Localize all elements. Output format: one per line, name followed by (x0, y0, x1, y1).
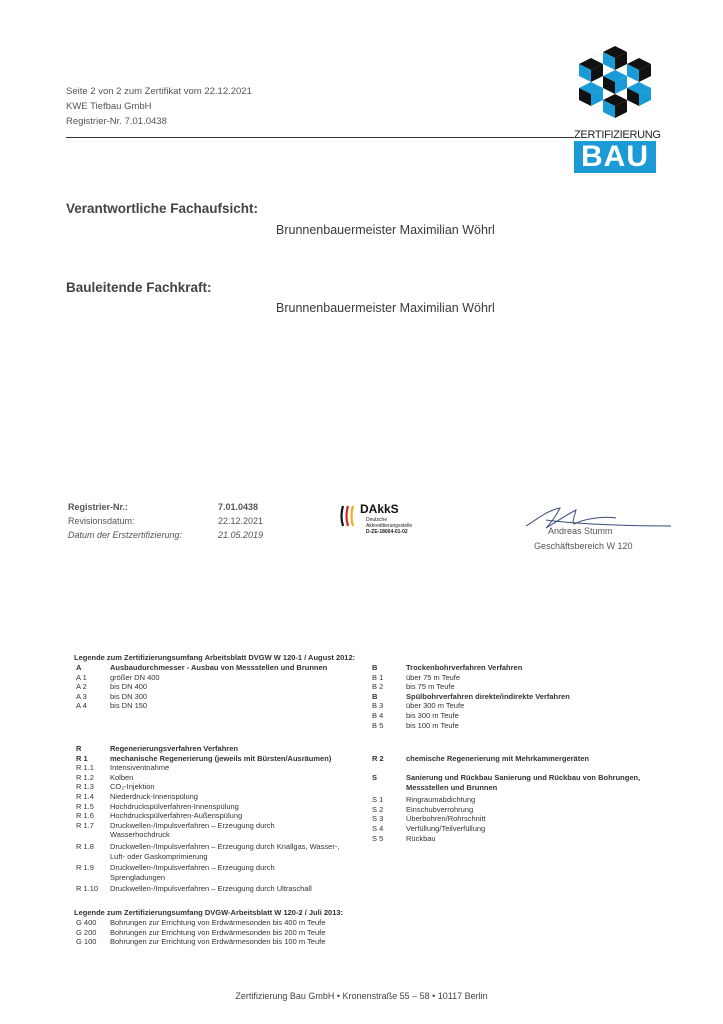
list-item: B 3 über 300 m Teufe (372, 701, 465, 711)
list-item: A 3 bis DN 300 (76, 691, 148, 701)
list-item: S 2 Einschubverrohrung (372, 804, 474, 814)
list-item: G 100 Bohrungen zur Errichtung von Erdwärmesonden bis 100 m Teufe (76, 937, 326, 947)
list-item: S 1 Ringraumabdichtung (372, 795, 476, 805)
list-item: R 2 chemische Regenerierung mit Mehrkammergeräten (372, 754, 589, 763)
legend1-title: Legende zum Zertifizierungsumfang Arbeitsblatt DVGW W 120-1 / August 2012: (74, 653, 356, 662)
list-item: R 1.8 Druckwellen-/Impulsverfahren – Erzeugung durch Knallgas, Wasser-, Luft- oder Gaskomprimierung (76, 841, 340, 861)
list-item: G 400 Bohrungen zur Errichtung von Erdwärmesonden bis 400 m Teufe (76, 918, 326, 927)
list-item: G 200 Bohrungen zur Errichtung von Erdwärmesonden bis 200 m Teufe (76, 927, 326, 937)
logo-text-top: ZERTIFIZIERUNG (574, 129, 661, 141)
list-item: B 4 bis 300 m Teufe (372, 710, 459, 720)
signer-name: Andreas Stumm (548, 526, 613, 536)
list-item: A 2 bis DN 400 (76, 682, 148, 692)
footer-address: Zertifizierung Bau GmbH • Kronenstraße 55 – 58 • 10117 Berlin (235, 991, 488, 1001)
header-rule (66, 137, 574, 138)
logo-text-bottom: BAU (574, 141, 656, 173)
legend1-r-list (76, 744, 366, 894)
list-item: R 1.10 Druckwellen-/Impulsverfahren – Erzeugung durch Ultraschall (76, 884, 312, 894)
section-value-fachkraft: Brunnenbauermeister Maximilian Wöhrl (276, 301, 495, 315)
list-item: R 1.2 Kolben (76, 772, 134, 782)
dakks-logo (340, 502, 450, 542)
legend1-s-list (372, 773, 644, 843)
list-item: A 1 größer DN 400 (76, 672, 160, 682)
legend1-b-list (372, 663, 642, 730)
header-info (66, 84, 252, 129)
list-item: S 5 Rückbau (372, 833, 436, 843)
list-item: B 5 bis 100 m Teufe (372, 720, 459, 730)
section-title-fachaufsicht: Verantwortliche Fachaufsicht: (66, 201, 259, 216)
list-item: B 2 bis 75 m Teufe (372, 682, 455, 692)
registry-values (218, 500, 263, 542)
registry-labels (68, 500, 182, 542)
legend2-title: Legende zum Zertifizierungsumfang DVGW-Arbeitsblatt W 120-2 / Juli 2013: (74, 908, 344, 917)
dakks-text (366, 517, 412, 535)
legend1-a-list (76, 663, 368, 711)
list-item: R 1.5 Hochdruckspülverfahren-Innenspülung (76, 801, 239, 811)
list-item: R 1.3 CO₂-Injektion (76, 782, 155, 792)
list-item: R 1.1 Intensiventnahme (76, 763, 170, 773)
list-item: R 1.4 Niederdruck-Innenspülung (76, 791, 198, 801)
dakks-mark-icon (340, 504, 358, 528)
revision-label: Revisionsdatum: (68, 516, 135, 526)
revision-value: 22.12.2021 (218, 516, 264, 526)
section-title-fachkraft: Bauleitende Fachkraft: (66, 280, 212, 295)
dakks-line3: D-ZE-18004-01-02 (366, 529, 408, 535)
header-company: KWE Tiefbau GmbH (66, 101, 152, 112)
dakks-name: DAkkS (360, 502, 399, 516)
zertifizierung-bau-logo (574, 44, 661, 173)
first-cert-label: Datum der Erstzertifizierung: (68, 530, 183, 540)
registry-value: 7.01.0438 (218, 502, 259, 512)
signer-role: Geschäftsbereich W 120 (534, 541, 633, 551)
list-item: S 4 Verfüllung/Teilverfüllung (372, 823, 486, 833)
list-item: R 1 mechanische Regenerierung (jeweils mit Bürsten/Ausräumen) (76, 753, 332, 763)
header-page-line: Seite 2 von 2 zum Zertifikat vom 22.12.2021 (66, 86, 252, 97)
list-item: R 1.6 Hochdruckspülverfahren-Außenspülung (76, 811, 243, 821)
list-item: A Ausbaudurchmesser - Ausbau von Messstellen und Brunnen (76, 663, 328, 672)
list-item: S 3 Überbohren/Rohrschnitt (372, 814, 486, 824)
list-item: R Regenerierungsverfahren Verfahren (76, 744, 238, 753)
header-registry: Registrier-Nr. 7.01.0438 (66, 116, 167, 127)
list-item: R 1.7 Druckwellen-/Impulsverfahren – Erzeugung durch Wasserhochdruck (76, 820, 275, 840)
dakks-line2: Akkreditierungsstelle (366, 523, 413, 529)
cube-logo-icon (574, 44, 656, 126)
list-item: A 4 bis DN 150 (76, 701, 148, 711)
list-item: S Sanierung und Rückbau Sanierung und Rückbau von Bohrungen, Messstellen und Brunnen (372, 773, 641, 792)
dakks-line1: Deutsche (366, 517, 388, 523)
legend2-list (76, 918, 396, 947)
legend1-r2 (372, 754, 642, 764)
list-item: B 1 über 75 m Teufe (372, 672, 461, 682)
list-item: B Trockenbohrverfahren Verfahren (372, 663, 523, 672)
list-item: R 1.9 Druckwellen-/Impulsverfahren – Erzeugung durch Sprengladungen (76, 863, 275, 882)
registry-label: Registrier-Nr.: (68, 502, 129, 512)
first-cert-value: 21.05.2019 (218, 530, 264, 540)
list-item: B Spülbohrverfahren direkte/indirekte Verfahren (372, 691, 570, 701)
section-value-fachaufsicht: Brunnenbauermeister Maximilian Wöhrl (276, 223, 495, 237)
